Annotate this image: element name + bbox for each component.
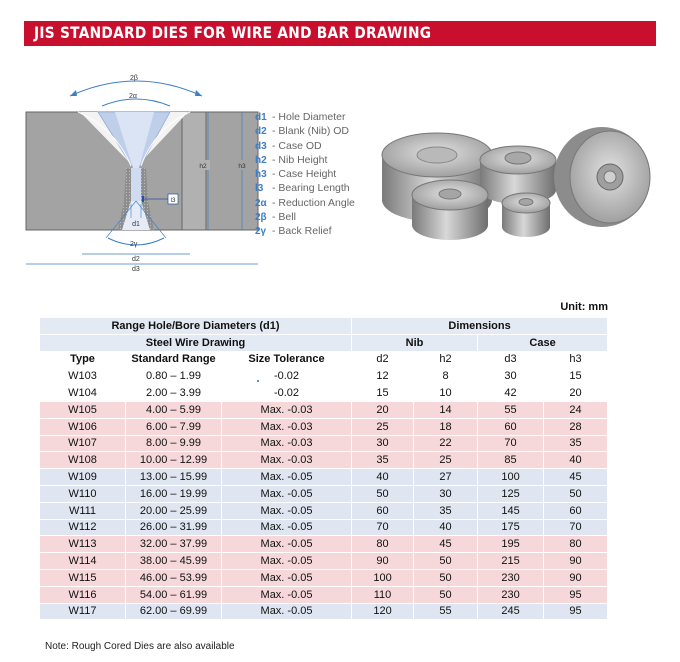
cell-type: W103: [40, 368, 126, 385]
cell-h3: 28: [544, 418, 608, 435]
cell-h3: 70: [544, 519, 608, 536]
cell-tol: Max. -0.03: [222, 418, 352, 435]
bearing-label: l3: [170, 197, 176, 204]
cell-type: W106: [40, 418, 126, 435]
cell-d2: 30: [352, 435, 414, 452]
cell-h3: 40: [544, 452, 608, 469]
cell-d2: 110: [352, 586, 414, 603]
cell-h2: 45: [414, 536, 478, 553]
cell-h3: 50: [544, 485, 608, 502]
cell-h3: 35: [544, 435, 608, 452]
cell-tol: Max. -0.03: [222, 452, 352, 469]
cell-d3: 60: [478, 418, 544, 435]
table-row: [40, 519, 608, 536]
cell-h3: 95: [544, 586, 608, 603]
cell-type: W107: [40, 435, 126, 452]
cell-d3: 215: [478, 553, 544, 570]
cell-type: W111: [40, 502, 126, 519]
cell-h3: 90: [544, 553, 608, 570]
cell-h2: 30: [414, 485, 478, 502]
cell-range: 26.00 – 31.99: [126, 519, 222, 536]
cell-type: W108: [40, 452, 126, 469]
legend-item: 2γ - Back Relief: [255, 225, 332, 238]
cell-d2: 35: [352, 452, 414, 469]
cell-h3: 45: [544, 469, 608, 486]
cell-range: 32.00 – 37.99: [126, 536, 222, 553]
case-header: Case: [478, 334, 608, 351]
cell-type: W104: [40, 385, 126, 402]
cell-tol: Max. -0.05: [222, 586, 352, 603]
column-header: Standard Range: [126, 351, 222, 368]
unit-label: Unit: mm: [560, 301, 608, 313]
die-cross-section-diagram: [20, 68, 260, 273]
cell-d3: 42: [478, 385, 544, 402]
cell-d2: 70: [352, 519, 414, 536]
footnote: Note: Rough Cored Dies are also available: [45, 641, 235, 652]
cell-tol: -0.02: [222, 368, 352, 385]
table-row: [40, 418, 608, 435]
legend-item: 2β - Bell: [255, 211, 296, 224]
cell-h2: 22: [414, 435, 478, 452]
cell-h2: 40: [414, 519, 478, 536]
cell-tol: Max. -0.03: [222, 401, 352, 418]
cell-range: 38.00 – 45.99: [126, 553, 222, 570]
cell-d3: 245: [478, 603, 544, 620]
nib-od-label: d2: [132, 256, 140, 263]
case-od-label: d3: [132, 266, 140, 273]
cell-d2: 100: [352, 569, 414, 586]
cell-d2: 80: [352, 536, 414, 553]
cell-d2: 60: [352, 502, 414, 519]
cell-d3: 100: [478, 469, 544, 486]
legend-item: d1 - Hole Diameter: [255, 111, 346, 123]
cell-d2: 15: [352, 385, 414, 402]
cell-d2: 20: [352, 401, 414, 418]
cell-type: W115: [40, 569, 126, 586]
cell-d3: 85: [478, 452, 544, 469]
column-header: d3: [478, 351, 544, 368]
cell-h2: 8: [414, 368, 478, 385]
cell-type: W113: [40, 536, 126, 553]
cell-d2: 40: [352, 469, 414, 486]
legend-item: d3 - Case OD: [255, 139, 322, 152]
table-row: [40, 485, 608, 502]
cell-type: W109: [40, 469, 126, 486]
table-row: [40, 569, 608, 586]
column-header: Size Tolerance: [222, 351, 352, 368]
cell-type: W112: [40, 519, 126, 536]
column-header: h2: [414, 351, 478, 368]
legend-item: l3 - Bearing Length: [255, 182, 350, 195]
cell-h2: 14: [414, 401, 478, 418]
cell-d2: 120: [352, 603, 414, 620]
cell-h2: 10: [414, 385, 478, 402]
cell-tol: Max. -0.05: [222, 519, 352, 536]
cell-type: W110: [40, 485, 126, 502]
reduction-label: 2α: [129, 93, 137, 100]
cell-range: 62.00 – 69.99: [126, 603, 222, 620]
table-row: [40, 553, 608, 570]
cell-type: W105: [40, 401, 126, 418]
table-row: [40, 586, 608, 603]
cell-tol: Max. -0.05: [222, 603, 352, 620]
cell-tol: -0.02: [222, 385, 352, 402]
cell-d3: 70: [478, 435, 544, 452]
cell-tol: Max. -0.05: [222, 569, 352, 586]
nib-header: Nib: [352, 334, 478, 351]
cell-h2: 50: [414, 586, 478, 603]
cell-d3: 30: [478, 368, 544, 385]
cell-h3: 60: [544, 502, 608, 519]
cell-range: 0.80 – 1.99: [126, 368, 222, 385]
cell-d3: 125: [478, 485, 544, 502]
cell-range: 54.00 – 61.99: [126, 586, 222, 603]
cell-tol: Max. -0.05: [222, 502, 352, 519]
cell-tol: Max. -0.03: [222, 435, 352, 452]
nib-height-label: h2: [199, 163, 207, 170]
column-header: d2: [352, 351, 414, 368]
cell-range: 20.00 – 25.99: [126, 502, 222, 519]
wire-dies-product-photo: [370, 115, 660, 265]
cell-d2: 12: [352, 368, 414, 385]
cell-d2: 25: [352, 418, 414, 435]
cell-d3: 195: [478, 536, 544, 553]
cell-h2: 27: [414, 469, 478, 486]
cell-h3: 15: [544, 368, 608, 385]
cell-h3: 24: [544, 401, 608, 418]
column-header-row: [40, 351, 608, 368]
table-row: [40, 536, 608, 553]
cell-range: 46.00 – 53.99: [126, 569, 222, 586]
cell-range: 8.00 – 9.99: [126, 435, 222, 452]
cell-tol: Max. -0.05: [222, 553, 352, 570]
cell-h2: 50: [414, 553, 478, 570]
cell-h2: 35: [414, 502, 478, 519]
column-header: Type: [40, 351, 126, 368]
cell-h3: 95: [544, 603, 608, 620]
table-row: [40, 452, 608, 469]
cell-tol: Max. -0.05: [222, 536, 352, 553]
cell-type: W116: [40, 586, 126, 603]
cell-d3: 230: [478, 569, 544, 586]
cell-tol: Max. -0.05: [222, 485, 352, 502]
cell-d2: 50: [352, 485, 414, 502]
cell-d3: 145: [478, 502, 544, 519]
table-header-row: [40, 318, 608, 335]
table-row: [40, 385, 608, 402]
cell-d2: 90: [352, 553, 414, 570]
page-title: JIS STANDARD DIES FOR WIRE AND BAR DRAWING: [34, 23, 432, 42]
cell-d3: 175: [478, 519, 544, 536]
cell-range: 2.00 – 3.99: [126, 385, 222, 402]
case-height-label: h3: [238, 163, 246, 170]
table-row: [40, 469, 608, 486]
die-dimensions-table: [39, 317, 608, 620]
table-row: [40, 603, 608, 620]
cell-type: W114: [40, 553, 126, 570]
legend-item: d2 - Blank (Nib) OD: [255, 125, 350, 138]
stray-dot: [257, 380, 259, 382]
cell-h2: 25: [414, 452, 478, 469]
hole-label: d1: [132, 221, 140, 228]
cell-range: 6.00 – 7.99: [126, 418, 222, 435]
table-subheader-row: [40, 334, 608, 351]
bell-label: 2β: [130, 75, 138, 82]
column-header: h3: [544, 351, 608, 368]
cell-h2: 50: [414, 569, 478, 586]
cell-range: 10.00 – 12.99: [126, 452, 222, 469]
cell-h3: 90: [544, 569, 608, 586]
legend-item: h3 - Case Height: [255, 168, 337, 181]
legend-item: h2 - Nib Height: [255, 153, 328, 166]
table-row: [40, 401, 608, 418]
table-row: [40, 502, 608, 519]
cell-type: W117: [40, 603, 126, 620]
cell-h3: 80: [544, 536, 608, 553]
table-row: [40, 368, 608, 385]
back-relief-label: 2γ: [130, 241, 138, 248]
cell-range: 4.00 – 5.99: [126, 401, 222, 418]
cell-tol: Max. -0.05: [222, 469, 352, 486]
steel-wire-header: Steel Wire Drawing: [40, 334, 352, 351]
table-row: [40, 435, 608, 452]
cell-d3: 55: [478, 401, 544, 418]
title-banner: [24, 21, 656, 46]
symbol-legend: [255, 110, 375, 239]
cell-range: 13.00 – 15.99: [126, 469, 222, 486]
cell-range: 16.00 – 19.99: [126, 485, 222, 502]
cell-h2: 18: [414, 418, 478, 435]
cell-h2: 55: [414, 603, 478, 620]
dimensions-group-header: Dimensions: [352, 318, 608, 335]
legend-item: 2α - Reduction Angle: [255, 196, 355, 209]
range-group-header: Range Hole/Bore Diameters (d1): [40, 318, 352, 335]
cell-h3: 20: [544, 385, 608, 402]
cell-d3: 230: [478, 586, 544, 603]
